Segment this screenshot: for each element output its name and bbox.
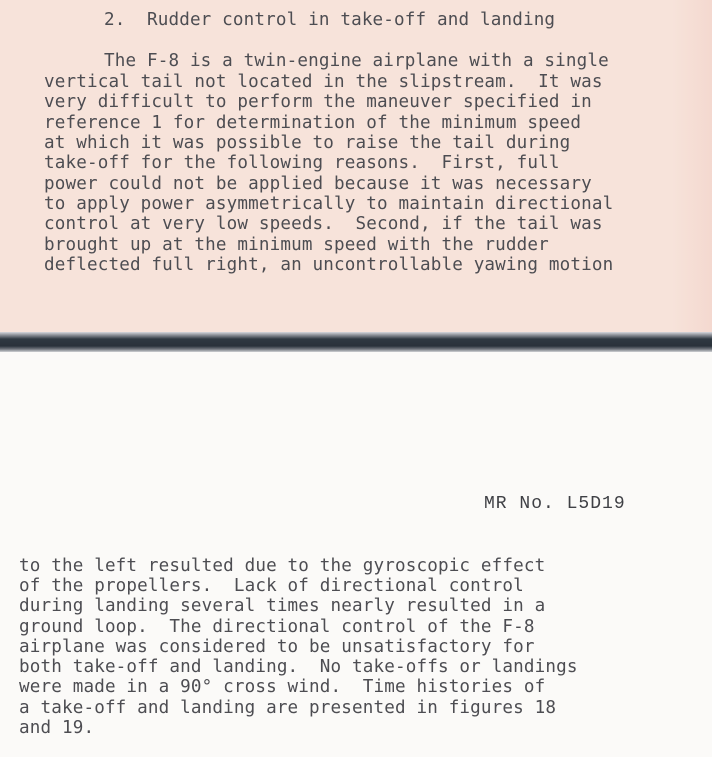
paragraph-line-4: reference 1 for determination of the minimum speed: [44, 113, 582, 133]
continuation-line-1: to the left resulted due to the gyroscopic effect: [19, 556, 546, 576]
continuation-line-6: both take-off and landing. No take-offs or landings: [19, 657, 578, 677]
paragraph-line-11: deflected full right, an uncontrollable yawing motion: [44, 255, 614, 275]
page-top: [0, 0, 712, 332]
paragraph-line-9: control at very low speeds. Second, if the tail was: [44, 214, 603, 234]
paragraph-line-10: brought up at the minimum speed with the rudder: [44, 235, 549, 255]
paragraph-line-1: The F-8 is a twin-engine airplane with a single: [104, 51, 609, 71]
paragraph-line-2: vertical tail not located in the slipstream. It was: [44, 72, 603, 92]
paragraph-line-7: power could not be applied because it was necessary: [44, 174, 592, 194]
continuation-line-5: airplane was considered to be unsatisfactory for: [19, 637, 535, 657]
paragraph-line-8: to apply power asymmetrically to maintain directional: [44, 194, 614, 214]
continuation-line-3: during landing several times nearly resulted in a: [19, 596, 546, 616]
page-edge-tint: [672, 0, 712, 332]
continuation-line-4: ground loop. The directional control of the F-8: [19, 617, 535, 637]
paragraph-line-3: very difficult to perform the maneuver specified in: [44, 92, 592, 112]
paragraph-line-6: take-off for the following reasons. First, full: [44, 153, 560, 173]
report-number: MR No. L5D19: [484, 494, 626, 514]
section-heading: 2. Rudder control in take-off and landing: [104, 10, 556, 30]
continuation-line-8: a take-off and landing are presented in figures 18: [19, 698, 557, 718]
page-divider: [0, 332, 712, 352]
paragraph-line-5: at which it was possible to raise the tail during: [44, 133, 571, 153]
continuation-line-7: were made in a 90° cross wind. Time histories of: [19, 677, 546, 697]
continuation-line-2: of the propellers. Lack of directional control: [19, 576, 524, 596]
continuation-line-9: and 19.: [19, 718, 95, 738]
